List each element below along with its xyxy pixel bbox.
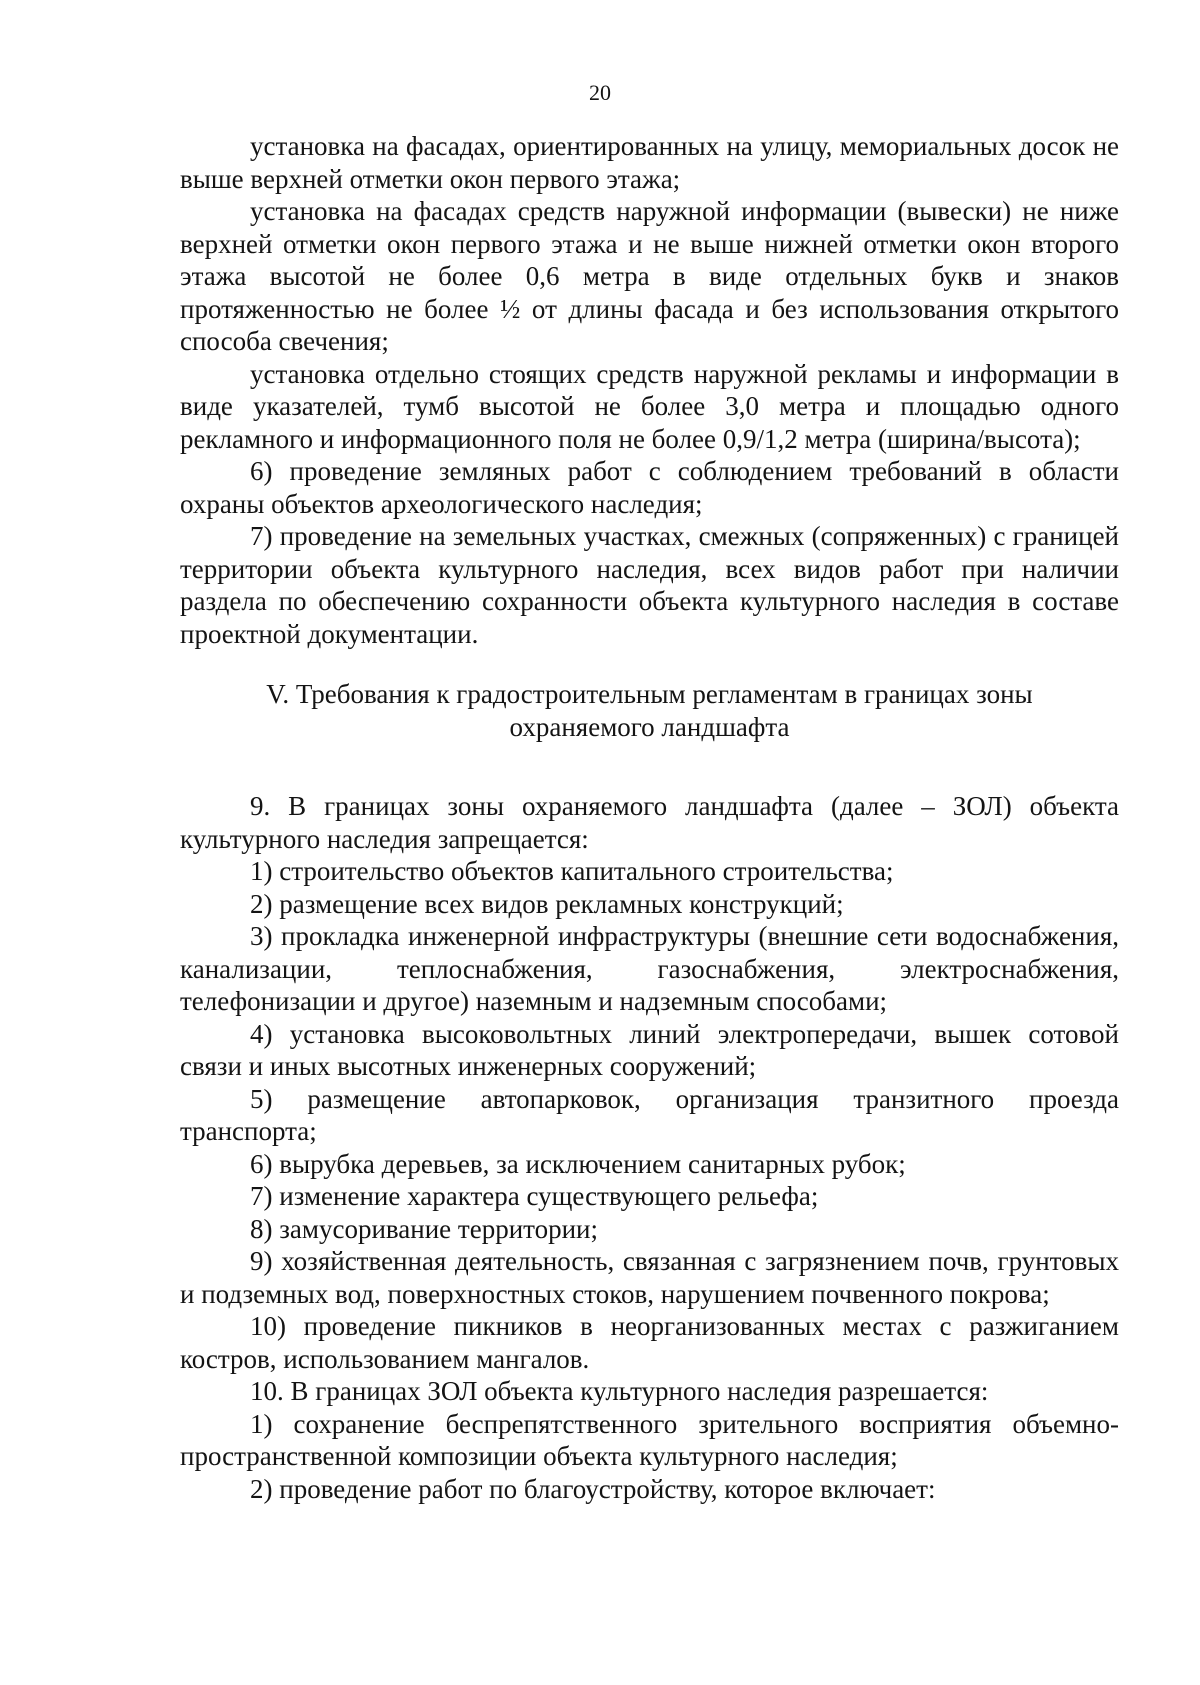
paragraph: 10. В границах ЗОЛ объекта культурного наследия разрешается:	[250, 1376, 989, 1406]
list-item: 1) строительство объектов капитального строительства;	[250, 856, 894, 886]
paragraph: 7) проведение на земельных участках, смежных (сопряженных) с границей территории объекта культурного наследия, всех видов работ при наличии раздела по обеспечению сохранности объекта культурного наследия в составе проектной документации.	[180, 521, 1119, 649]
list-item: 4) установка высоковольтных линий электропередачи, вышек сотовой связи и иных высотных инженерных сооружений;	[180, 1018, 1119, 1081]
text-block-bottom	[180, 790, 1119, 1505]
paragraph: установка на фасадах средств наружной информации (вывески) не ниже верхней отметки окон первого этажа и не выше нижней отметки окон второго этажа высотой не более 0,6 метра в виде отдельных букв и знаков протяженностью не более ½ от длины фасада и без использования открытого способа свечения;	[180, 196, 1119, 356]
section-heading	[180, 678, 1119, 743]
section-heading-line: охраняемого ландшафта	[509, 711, 790, 742]
paragraph: установка отдельно стоящих средств наружной рекламы и информации в виде указателей, тумб высотой не более 3,0 метра и площадью одного рекламного и информационного поля не более 0,9/1,2 метра (ширина/высота);	[180, 358, 1119, 454]
list-item: 2) размещение всех видов рекламных конструкций;	[250, 888, 844, 919]
paragraph: 9. В границах зоны охраняемого ландшафта (далее – ЗОЛ) объекта культурного наследия запрещается:	[180, 791, 1119, 854]
paragraph: установка на фасадах, ориентированных на улицу, мемориальных досок не выше верхней отметки окон первого этажа;	[180, 131, 1119, 194]
list-item: 2) проведение работ по благоустройству, которое включает:	[250, 1473, 936, 1504]
section-heading-line: V. Требования к градостроительным регламентам в границах зоны	[266, 679, 1033, 709]
paragraph: 6) проведение земляных работ с соблюдением требований в области охраны объектов археологического наследия;	[180, 456, 1119, 519]
list-item: 1) сохранение беспрепятственного зрительного восприятия объемно-пространственной композиции объекта культурного наследия;	[180, 1408, 1119, 1471]
list-item: 6) вырубка деревьев, за исключением санитарных рубок;	[250, 1148, 906, 1179]
text-block-top	[180, 130, 1119, 650]
list-item: 7) изменение характера существующего рельефа;	[250, 1181, 819, 1211]
list-item: 9) хозяйственная деятельность, связанная с загрязнением почв, грунтовых и подземных вод, поверхностных стоков, нарушением почвенного покрова;	[180, 1246, 1119, 1309]
list-item: 8) замусоривание территории;	[250, 1213, 598, 1244]
list-item: 5) размещение автопарковок, организация транзитного проезда транспорта;	[180, 1083, 1119, 1146]
list-item: 3) прокладка инженерной инфраструктуры (внешние сети водоснабжения, канализации, теплоснабжения, газоснабжения, электроснабжения, телефонизации и другое) наземным и надземным способами;	[180, 921, 1119, 1016]
list-item: 10) проведение пикников в неорганизованных местах с разжиганием костров, использованием мангалов.	[180, 1311, 1119, 1374]
page-number: 20	[589, 80, 611, 105]
